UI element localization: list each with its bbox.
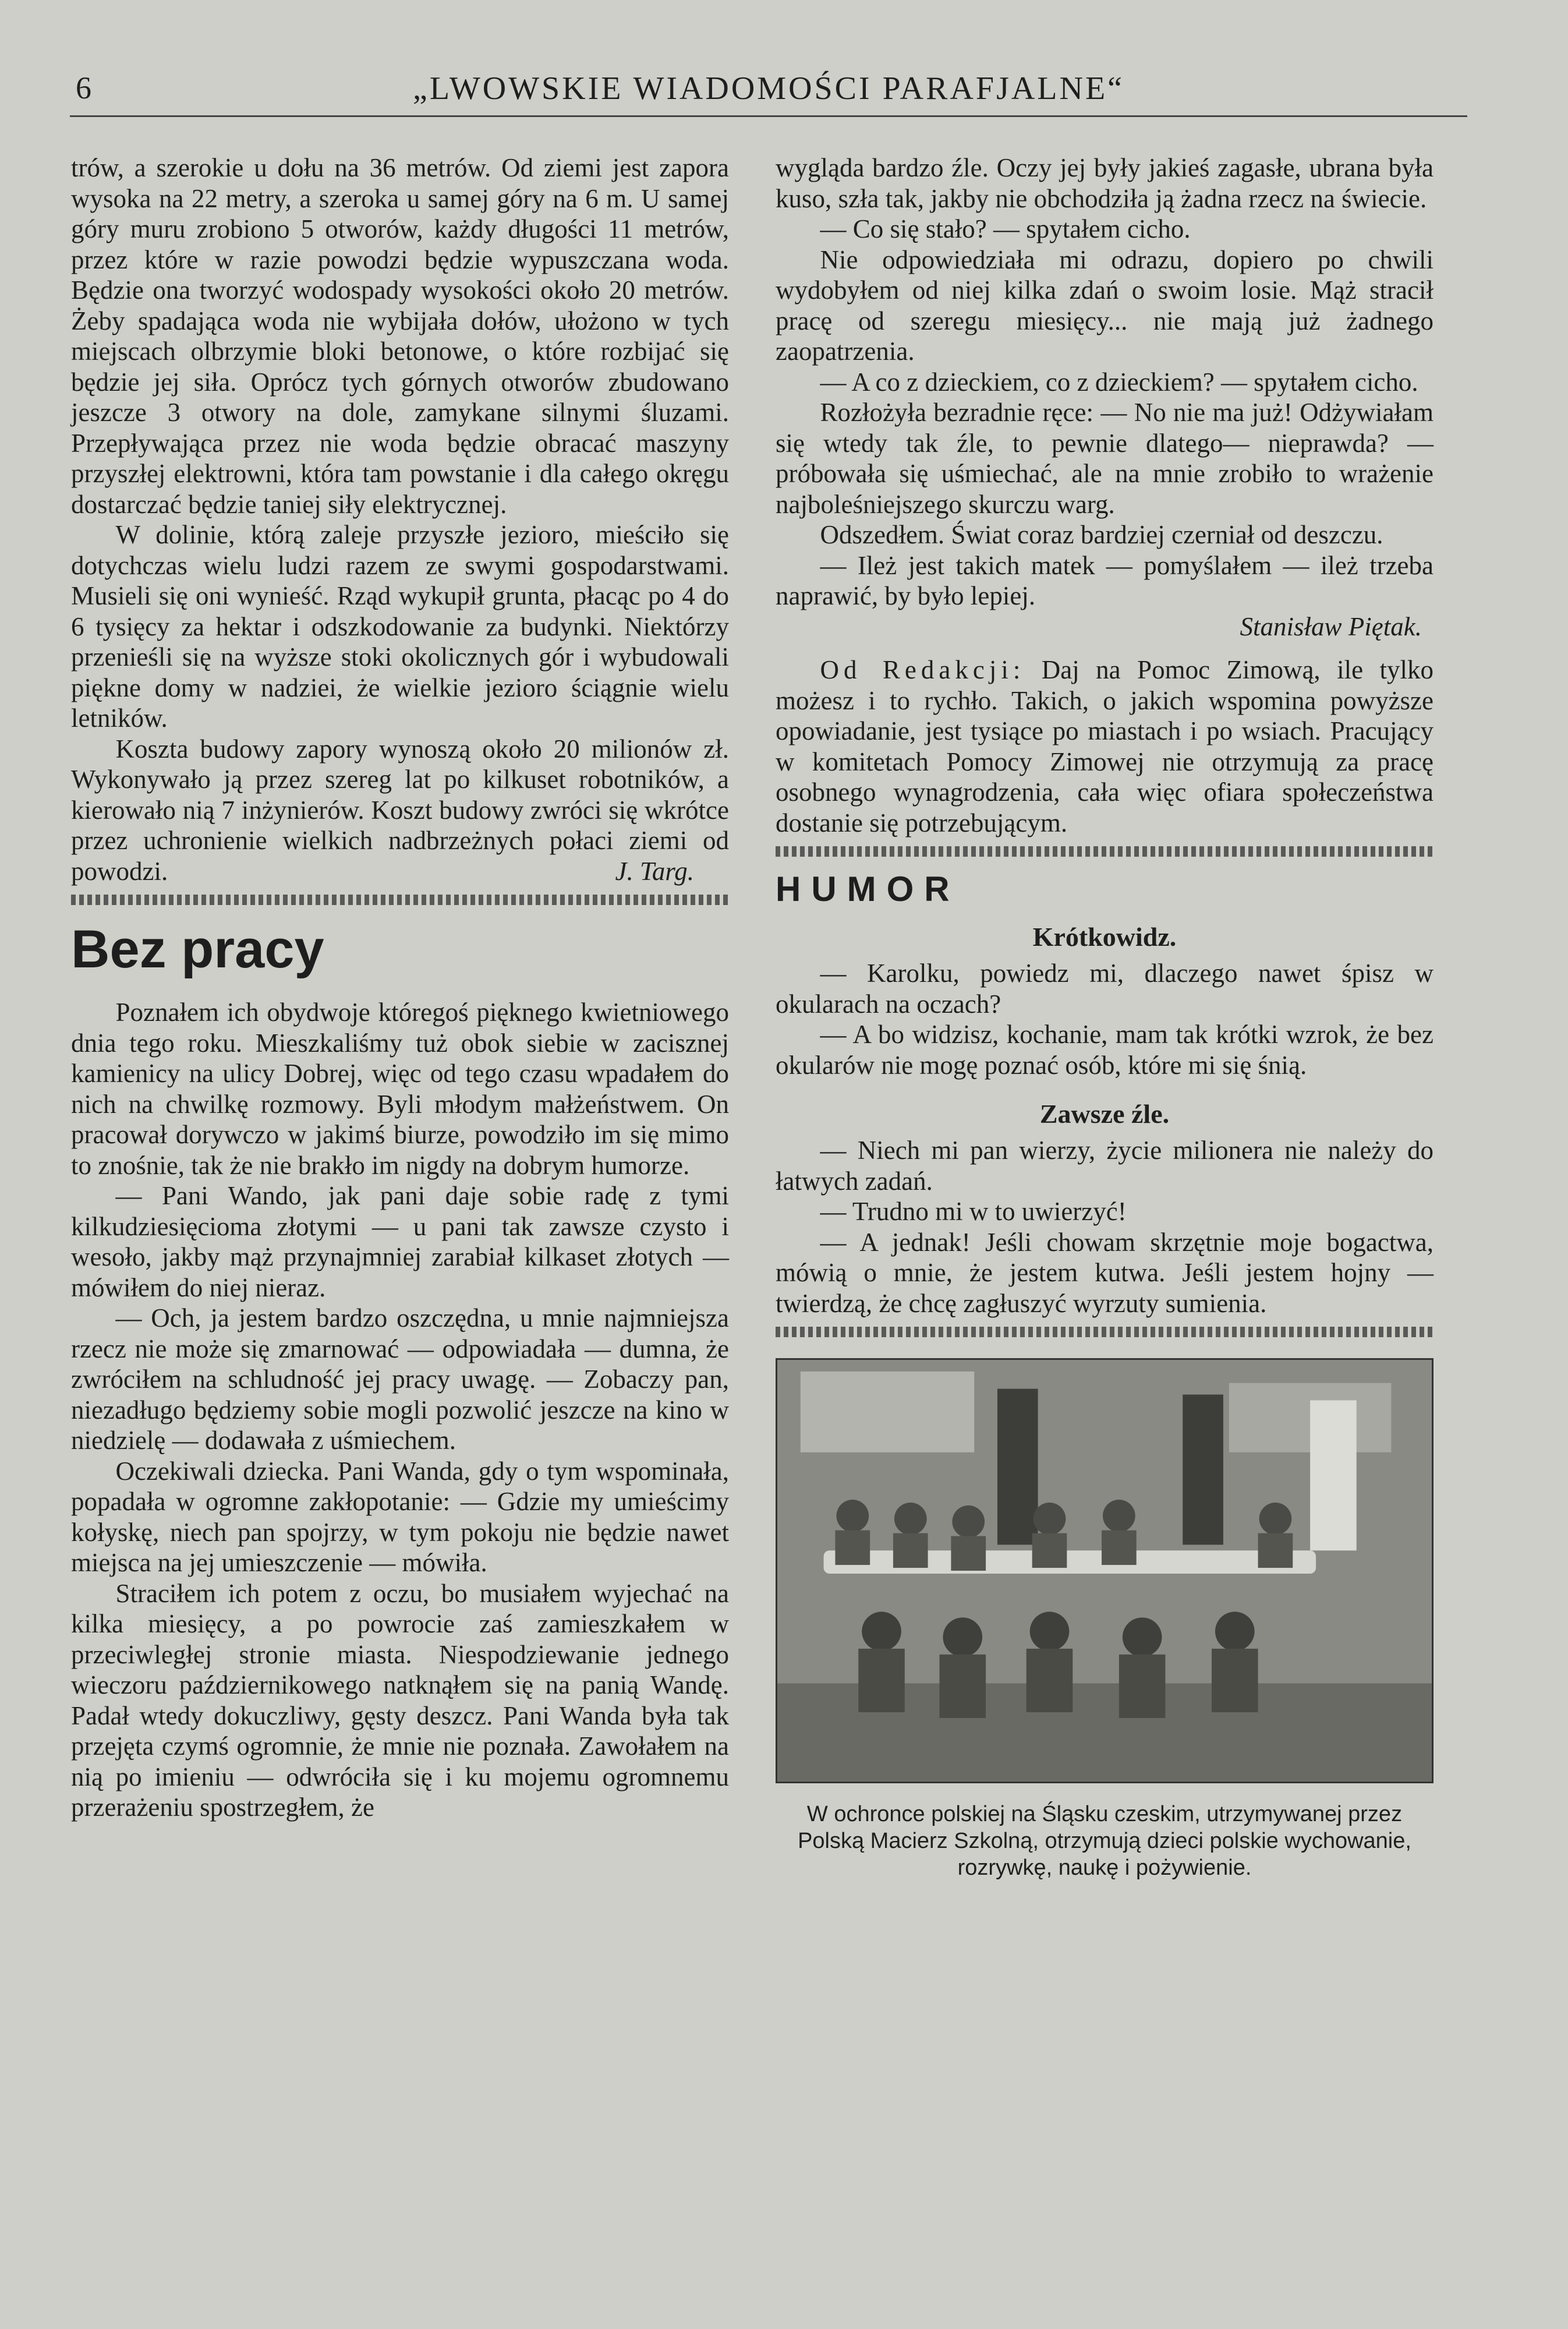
section-divider — [71, 895, 729, 905]
joke-line: — Karolku, powiedz mi, dlaczego nawet śpisz w okularach na oczach? — [776, 959, 1434, 1019]
article-paragraph: Rozłożyła bezradnie ręce: — No nie ma już! Odżywiałam się wtedy tak źle, to pewnie dlatego— nieprawda? — próbowała się uśmiechać, ale na mnie zrobiło to wrażenie najboleśniejszego skurczu warg. — [776, 398, 1434, 519]
joke-title: Zawsze źle. — [1039, 1099, 1170, 1129]
article-title: Bez pracy — [71, 920, 324, 979]
article-paragraph: Straciłem ich potem z oczu, bo musiałem wyjechać na kilka miesięcy, a po powrocie zaś zamieszkałem w przeciwległej stronie miasta. Niespodziewanie jednego wieczoru październikowego natknąłem się na panią Wandę. Padał wtedy dokuczliwy, gęsty deszcz. Pani Wanda była tak przejęta czymś ogromnie, że mnie nie poznała. Zawołałem na nią po imieniu — odwróciła się i ku mojemu ogromnemu przerażeniu spostrzegłem, że — [71, 1578, 729, 1822]
photo-caption: W ochronce polskiej na Śląsku czeskim, utrzymywanej przez Polską Macierz Szkolną, otrzymują dzieci polskie wychowanie, rozrywkę, naukę i pożywienie. — [798, 1801, 1411, 1880]
photo-block — [776, 1358, 1434, 1881]
joke-line: — Niech mi pan wierzy, życie milionera nie należy do łatwych zadań. — [776, 1136, 1434, 1196]
article-paragraph: Oczekiwali dziecka. Pani Wanda, gdy o tym wspominała, popadała w ogromne zakłopotanie: — Gdzie my umieścimy kołyskę, niech pan spojrzy, w tym pokoju nie będzie nawet miejsca na jej umieszczenie — mówiła. — [71, 1456, 729, 1577]
publication-title: „LWOWSKIE WIADOMOŚCI PARAFJALNE“ — [412, 70, 1125, 107]
article-paragraph: wygląda bardzo źle. Oczy jej były jakieś zagasłe, ubrana była kuso, szła tak, jakby nie obchodziła ją żadna rzecz na świecie. — [776, 153, 1434, 213]
article-paragraph: — Pani Wando, jak pani daje sobie radę z tymi kilkudziesięcioma złotymi — u pani tak zawsze czysto i wesoło, jakby mąż przynajmniej zarabiał kilkaset złotych — mówiłem do niej nieraz. — [71, 1181, 729, 1302]
article-signature: Stanisław Piętak. — [1240, 612, 1422, 641]
joke-line: — A bo widzisz, kochanie, mam tak krótki wzrok, że bez okularów nie mogę poznać osób, które mi się śnią. — [776, 1020, 1434, 1080]
left-column — [71, 153, 729, 1823]
dam-article-signature: J. Targ. — [615, 856, 694, 886]
joke-line: — A jednak! Jeśli chowam skrzętnie moje bogactwa, mówią o mnie, że jestem kutwa. Jeśli jestem hojny — twierdzą, że chcę zagłuszyć wyrzuty sumienia. — [776, 1227, 1434, 1318]
article-paragraph: Poznałem ich obydwoje któregoś pięknego kwietniowego dnia tego roku. Mieszkaliśmy tuż obok siebie w zacisznej kamienicy na ulicy Dobrej, więc od tego czasu wpadałem do nich na chwilkę rozmowy. Byli młodym małżeństwem. On pracował dorywczo w jakimś biurze, powodziło im się mimo to znośnie, tak że nie brakło im nigdy na dobrym humorze. — [71, 998, 729, 1180]
dam-article-paragraph — [71, 734, 729, 887]
article-paragraph: — Co się stało? — spytałem cicho. — [820, 214, 1191, 243]
page-number: 6 — [76, 70, 91, 105]
editorial-text: Daj na Pomoc Zimową, ile tylko możesz i to rychło. Takich, o jakich wspomina powyższe opowiadanie, jest tysiące po miastach i po wsiach. Pracujący w komitetach Pomocy Zimowej nie otrzymują za pracę osobnego wynagrodzenia, cała więc ofiara społeczeństwa dostanie się potrzebującym. — [776, 655, 1434, 837]
section-divider — [776, 1327, 1434, 1337]
editorial-label: Od Redakcji: — [820, 655, 1025, 684]
right-column — [776, 153, 1434, 1881]
header-rule — [70, 115, 1467, 117]
humor-heading: HUMOR — [776, 870, 960, 909]
article-paragraph: — Och, ja jestem bardzo oszczędna, u mnie najmniejsza rzecz nie może się zmarnować — odpowiadała — dumna, że zwróciłem na schludność jej pracy uwagę. — Zobaczy pan, niezadługo będziemy sobie mogli pozwolić jeszcze na kino w niedzielę — dodawała z uśmiechem. — [71, 1303, 729, 1455]
article-paragraph: Nie odpowiedziała mi odrazu, dopiero po chwili wydobyłem od niej kilka zdań o swoim losie. Mąż stracił pracę od szeregu miesięcy... nie mają już żadnego zaopatrzenia. — [776, 245, 1434, 366]
article-paragraph: — A co z dzieckiem, co z dzieckiem? — spytałem cicho. — [820, 367, 1418, 397]
section-divider — [776, 846, 1434, 857]
dam-article-paragraph: W dolinie, którą zaleje przyszłe jezioro, mieściło się dotychczas wielu ludzi razem ze swymi gospodarstwami. Musieli się oni wynieść. Rząd wykupił grunta, płacąc po 4 do 6 tysięcy za hektar i odszkodowanie za budynki. Niektórzy przenieśli się na wyższe stoki okolicznych gór i wybudowali piękne domy w nadziei, że wielkie jezioro ściągnie wielu letników. — [71, 520, 729, 733]
editorial-note — [776, 655, 1434, 838]
joke-title: Krótkowidz. — [1032, 922, 1177, 952]
joke-line: — Trudno mi w to uwierzyć! — [820, 1197, 1127, 1226]
article-paragraph: Odszedłem. Świat coraz bardziej czerniał od deszczu. — [820, 520, 1383, 549]
page-header — [70, 70, 1467, 122]
article-paragraph: — Ileż jest takich matek — pomyślałem — ileż trzeba naprawić, by było lepiej. — [776, 550, 1434, 610]
dam-article-paragraph: trów, a szerokie u dołu na 36 metrów. Od ziemi jest zapora wysoka na 22 metry, a szeroka u samej góry na 6 m. U samej góry muru zrobiono 5 otworów, każdy długości 11 metrów, przez które w razie powodzi będzie wypuszczana woda. Będzie ona tworzyć wodospady wysokości około 20 metrów. Żeby spadająca woda nie wybijała dołów, ułożono w tych miejscach olbrzymie bloki betonowe, o które rozbijać się będzie jej siła. Oprócz tych górnych otworów zbudowano jeszcze 3 otwory na dole, zamykane silnymi śluzami. Przepływająca przez nie woda będzie obracać maszyny przyszłej elektrowni, która tam powstanie i dla całego okręgu dostarczać będzie taniej siły elektrycznej. — [71, 153, 729, 519]
classroom-photo — [776, 1358, 1434, 1783]
dam-article-last-text: Koszta budowy zapory wynoszą około 20 milionów zł. Wykonywało ją przez szereg lat po kilkuset robotników, a kierowało nią 7 inżynierów. Koszt budowy zwróci się wkrótce przez uchronienie wielkich nadbrzeżnych połaci ziemi od powodzi. — [71, 734, 729, 886]
